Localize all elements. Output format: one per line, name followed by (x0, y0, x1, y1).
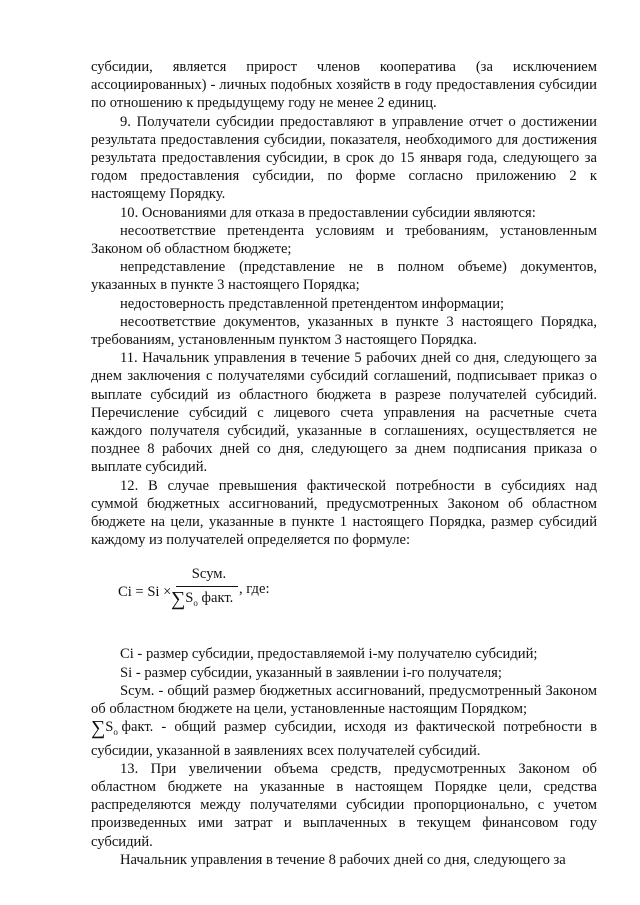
formula-numerator: Sсум. (191, 566, 227, 583)
formula-denominator (171, 589, 233, 612)
paragraph-12: 12. В случае превышения фактической потребности в субсидиях над суммой бюджетных ассигнований, предусмотренных Законом об областном бюджете на цели, указанные в пункте 1 настоящего Порядка, размер субсидий каждому из получателей определяется по формуле: (91, 477, 597, 549)
document-page (91, 58, 597, 869)
definition-si: Si - размер субсидии, указанный в заявлении i-го получателя; (120, 664, 502, 681)
refusal-reason-3: недостоверность представленной претендентом информации; (120, 295, 505, 312)
definition-ci: Ci - размер субсидии, предоставляемой i-му получателю субсидий; (120, 646, 538, 663)
refusal-reason-4: несоответствие документов, указанных в пункте 3 настоящего Порядка, требованиям, установленным пунктом 3 настоящего Порядка. (91, 313, 597, 349)
paragraph-11: 11. Начальник управления в течение 5 рабочих дней со дня, следующего за днем заключения с получателями субсидий соглашений, подписывает приказ о выплате субсидий из областного бюджета в разрезе получателей субсидий. Перечисление субсидий с лицевого счета управления на расчетные счета каждого получателя субсидий, указанные в соглашениях, осуществляется не позднее 8 рабочих дней со дня, следующего за днем подписания приказа о выплате субсидий. (91, 350, 597, 476)
den-s: S (185, 590, 194, 607)
den-fact: факт. (197, 590, 234, 607)
sigma-symbol: ∑ (91, 717, 106, 740)
sigma-symbol: ∑ (171, 588, 186, 611)
sum-definition-text: - общий размер субсидии, исходя из фактической потребности в субсидии, указанной в заявлениях всех получателей субсидий. (91, 719, 597, 759)
sum-subscript: o (113, 727, 118, 738)
sum-fact: факт. (117, 719, 154, 736)
paragraph-continuation: субсидии, является прирост членов кооператива (за исключением ассоциированных) - личных подобных хозяйств в году предоставления субсидии по отношению к предыдущему году не менее 2 единиц. (91, 59, 597, 112)
den-subscript: o (193, 598, 198, 609)
fraction-bar (176, 586, 238, 587)
paragraph-final: Начальник управления в течение 8 рабочих дней со дня, следующего за (120, 851, 566, 868)
subsidy-formula (91, 559, 597, 631)
paragraph-10: 10. Основаниями для отказа в предоставлении субсидии являются: (120, 204, 536, 221)
paragraph-13: 13. При увеличении объема средств, предусмотренных Законом об областном бюджете на указанные в настоящем Порядке цели, средства распределяются между получателями субсидии пропорционально, с учетом произведенных ими затрат и выплаченных в текущем финансовом году субсидий. (91, 760, 597, 850)
sum-s: S (105, 719, 114, 736)
definition-sum-fact (91, 718, 597, 759)
definition-ssum: Sсум. - общий размер бюджетных ассигнований, предусмотренный Законом об областном бюджете на цели, установленные настоящим Порядком; (91, 682, 597, 718)
formula-lhs: Ci = Si × (118, 584, 172, 601)
refusal-reason-1: несоответствие претендента условиям и требованиям, установленным Законом об областном бюджете; (91, 222, 597, 258)
inline-sum-expression (91, 718, 153, 741)
refusal-reason-2: непредставление (представление не в полном объеме) документов, указанных в пункте 3 настоящего Порядка; (91, 259, 597, 294)
formula-tail: , где: (239, 581, 270, 598)
paragraph-9: 9. Получатели субсидии предоставляют в управление отчет о достижении результата предоставления субсидии, показателя, необходимого для достижения результата предоставления субсидии, в срок до 15 января года, следующего за годом предоставления субсидии, по форме согласно приложению 2 к настоящему Порядку. (91, 113, 597, 203)
